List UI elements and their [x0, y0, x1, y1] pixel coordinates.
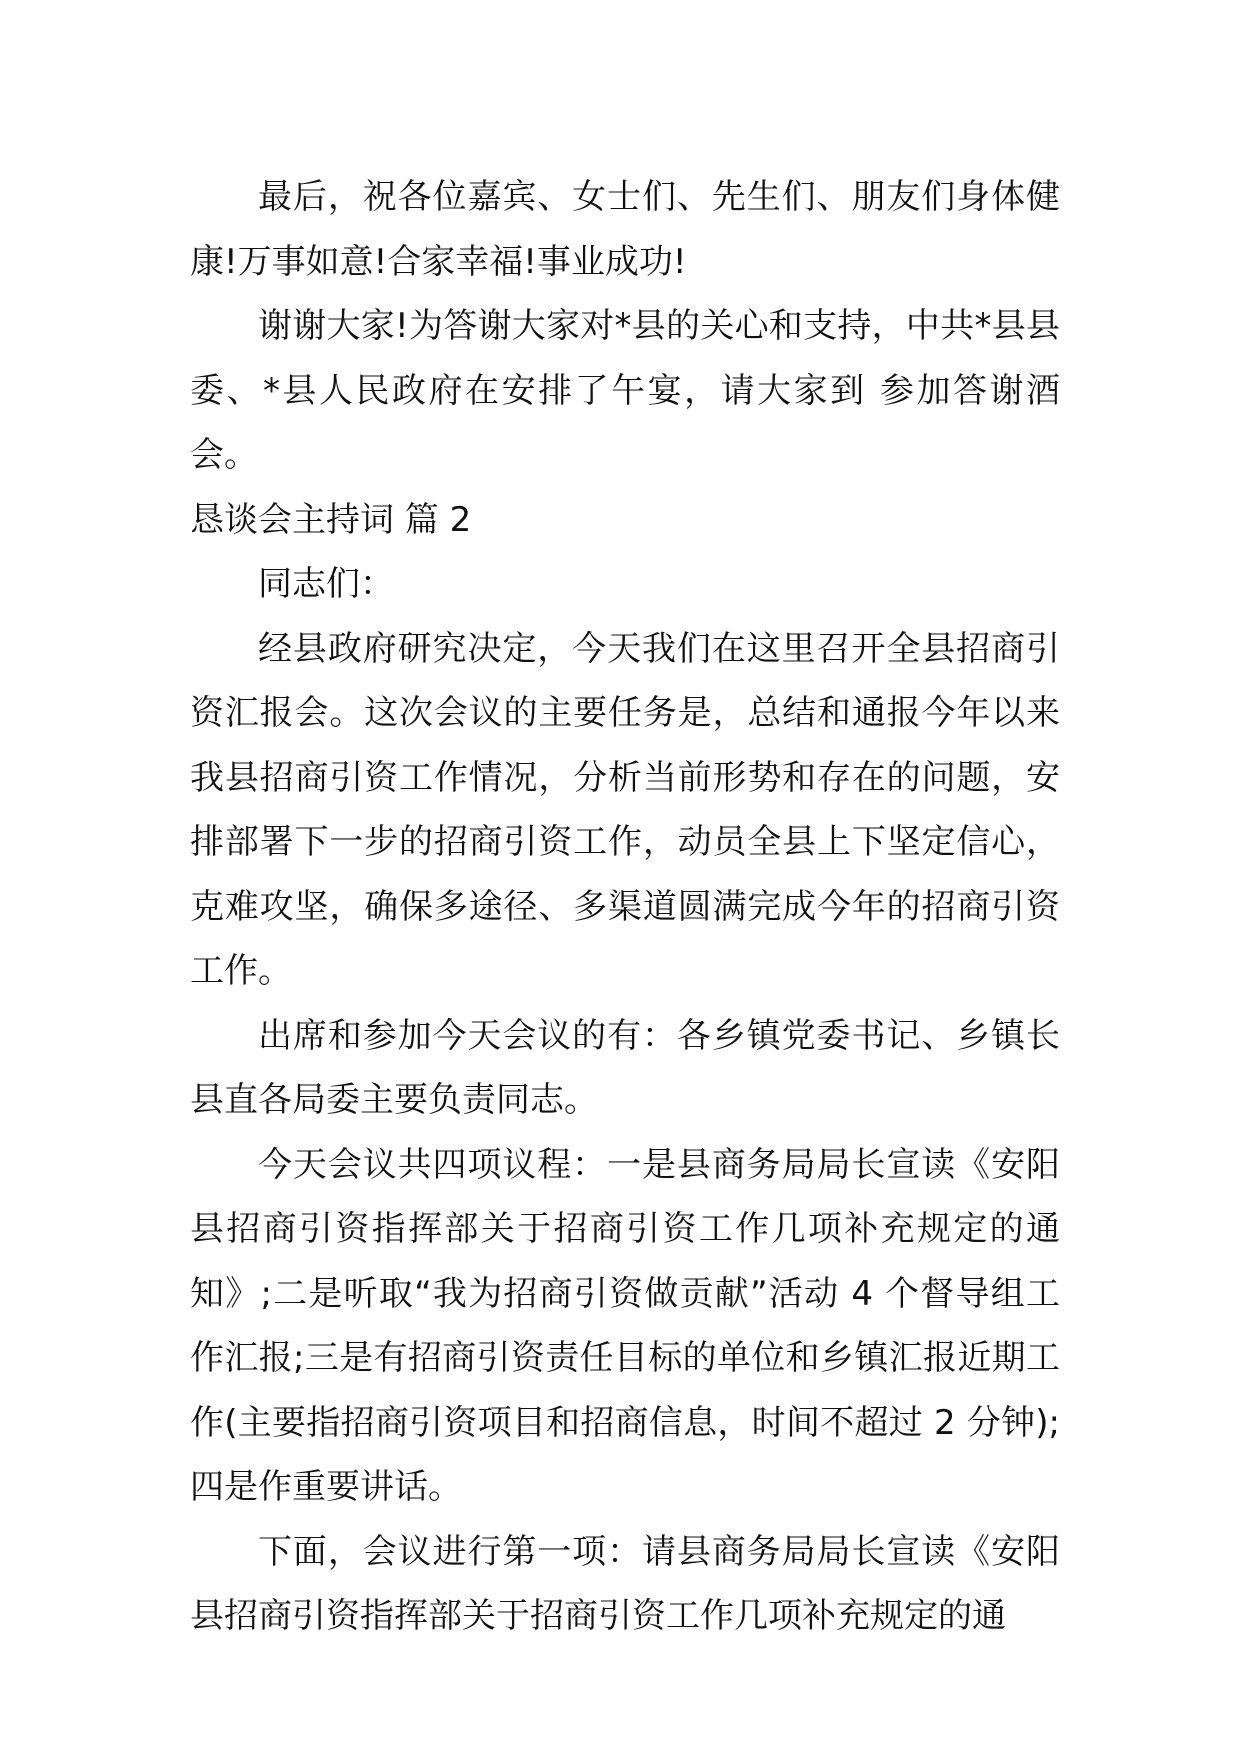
paragraph-thanks: 谢谢大家!为答谢大家对*县的关心和支持，中共*县县委、*县人民政府在安排了午宴，请大家到 参加答谢酒会。 — [190, 306, 1060, 475]
paragraph-closing-wishes: 最后，祝各位嘉宾、女士们、先生们、朋友们身体健康!万事如意!合家幸福!事业成功! — [190, 177, 1060, 282]
document-body — [190, 165, 1060, 1649]
paragraph-agenda: 今天会议共四项议程：一是县商务局局长宣读《安阳县招商引资指挥部关于招商引资工作几项补充规定的通知》;二是听取“我为招商引资做贡献”活动 4 个督导组工作汇报;三是有招商引资责任目标的单位和乡镇汇报近期工作(主要指招商引资项目和招商信息，时间不超过 2 分钟);四是作重要讲话。 — [190, 1144, 1061, 1507]
paragraph-attendees: 出席和参加今天会议的有：各乡镇党委书记、乡镇长县直各局委主要负责同志。 — [190, 1015, 1060, 1120]
paragraph-salutation: 同志们： — [258, 564, 394, 604]
section-heading: 恳谈会主持词 篇 2 — [190, 499, 472, 540]
paragraph-meeting-purpose: 经县政府研究决定，今天我们在这里召开全县招商引资汇报会。这次会议的主要任务是，总结和通报今年以来我县招商引资工作情况，分析当前形势和存在的问题，安排部署下一步的招商引资工作，动员全县上下坚定信心，克难攻坚，确保多途径、多渠道圆满完成今年的招商引资工作。 — [190, 628, 1060, 991]
paragraph-first-item: 下面，会议进行第一项：请县商务局局长宣读《安阳县招商引资指挥部关于招商引资工作几项补充规定的通 — [190, 1531, 1060, 1636]
